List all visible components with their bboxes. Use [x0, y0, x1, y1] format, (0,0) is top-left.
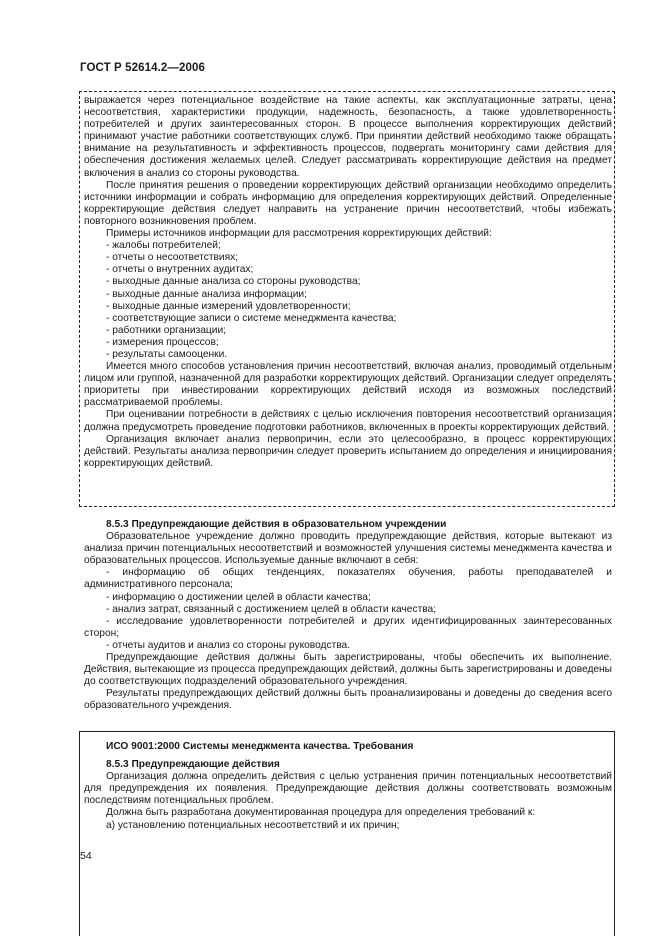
box-paragraph: Организация включает анализ первопричин, если это целесообразно, в процесс корректирующих действий. Результаты анализа первопричин следует проверить испытанием до определения и инициирования корректирующих действий. [84, 433, 612, 469]
iso-subheading: 8.5.3 Предупреждающие действия [106, 759, 280, 771]
iso-list-item: а) установлению потенциальных несоответствий и их причин; [106, 819, 400, 831]
section-heading: 8.5.3 Предупреждающие действия в образовательном учреждении [106, 519, 447, 530]
section-paragraph: Результаты предупреждающих действий должны быть проанализированы и доведены до сведения всего образовательного учреждения. [84, 688, 612, 712]
section-paragraph: Предупреждающие действия должны быть зарегистрированы, чтобы обеспечить их выполнение. Действия, вытекающие из процесса предупреждающих действий, должны быть зарегистрированы и доведены до соответствующих подразделений образовательного учреждения. [84, 652, 612, 688]
list-item: - исследование удовлетворенности потребителей и других идентифицированных заинтересованных сторон; [84, 615, 612, 639]
preventive-actions-section [84, 519, 612, 713]
list-item: - анализ затрат, связанный с достижением целей в области качества; [106, 603, 437, 615]
list-item: - информацию о достижении целей в области качества; [106, 591, 371, 603]
box-paragraph: При оценивании потребности в действиях с целью исключения повторения несоответствий организация должна предусмотреть проведение подготовки работников, включенных в проекты корректирующих действий. [84, 409, 612, 433]
box-paragraph: После принятия решения о проведении корректирующих действий организации необходимо определить источники информации и собрать информацию для определения корректирующих действий. Определенные корректирующие действия следует направить на устранение причин несоответствий, чтобы избежать повторного возникновения проблем. [84, 179, 612, 227]
corrective-actions-box [84, 95, 612, 470]
list-item: - отчеты о внутренних аудитах; [106, 264, 254, 276]
list-item: - выходные данные анализа со стороны руководства; [106, 276, 361, 288]
list-item: - измерения процессов; [106, 336, 219, 348]
list-item: - выходные данные измерений удовлетворенности; [106, 300, 351, 312]
iso-paragraph: Организация должна определить действия с целью устранения причин потенциальных несоответствий для предупреждения их появления. Предупреждающие действия должны соответствовать возможным последствиям потенциальных проблем. [84, 771, 612, 807]
iso-paragraph: Должна быть разработана документированная процедура для определения требований к: [106, 807, 536, 819]
list-item: - выходные данные анализа информации; [106, 288, 307, 300]
list-item: - жалобы потребителей; [106, 240, 221, 252]
iso-requirements-box [84, 741, 612, 832]
box-paragraph: выражается через потенциальное воздействие на такие аспекты, как эксплуатационные затраты, цена несоответствия, характеристики продукции, надежность, безопасность, а также удовлетворенность потребителей и других заинтересованных сторон. В процессе выполнения корректирующих действий принимают участие работники соответствующих служб. При принятии действий необходимо также обращать внимание на результативность и эффективность процессов, подвергать мониторингу сами действия для обеспечения достижения желаемых целей. Следует рассматривать корректирующие действия на предмет включения в анализ со стороны руководства. [84, 95, 612, 179]
list-item: - работники организации; [106, 324, 226, 336]
box-paragraph: Имеется много способов установления причин несоответствий, включая анализ, проводимый отдельным лицом или группой, назначенной для разработки корректирующих действий. Организации следует определять приоритеты при инвестировании корректирующих действий исходя из возможных последствий рассматриваемой проблемы. [84, 361, 612, 409]
box-paragraph: Примеры источников информации для рассмотрения корректирующих действий: [106, 228, 492, 240]
document-header: ГОСТ Р 52614.2—2006 [80, 62, 205, 74]
list-item: - отчеты о несоответствиях; [106, 252, 239, 264]
list-item: - информацию об общих тенденциях, показателях обучения, работы преподавателей и административного персонала; [84, 567, 612, 591]
iso-title: ИСО 9001:2000 Системы менеджмента качества. Требования [106, 741, 414, 752]
list-item: - отчеты аудитов и анализ со стороны руководства. [106, 639, 351, 651]
page-number: 54 [80, 850, 92, 862]
list-item: - результаты самооценки. [106, 348, 228, 360]
section-paragraph: Образовательное учреждение должно проводить предупреждающие действия, которые вытекают из анализа причин потенциальных несоответствий и возможностей улучшения системы менеджмента качества и образовательных процессов. Используемые данные включают в себя: [84, 531, 612, 567]
list-item: - соответствующие записи о системе менеджмента качества; [106, 312, 397, 324]
